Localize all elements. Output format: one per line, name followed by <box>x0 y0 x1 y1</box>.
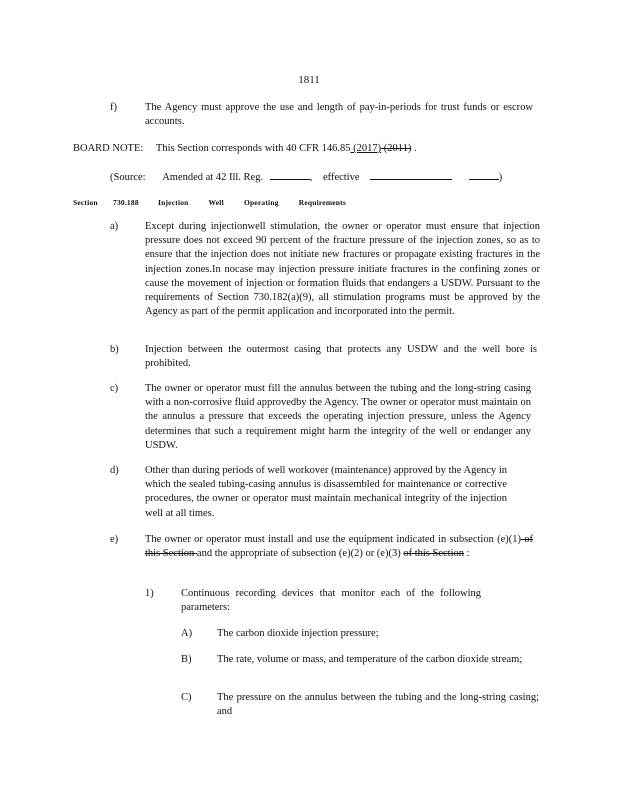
item-b-label: b) <box>110 344 119 355</box>
item-d-label: d) <box>110 465 119 476</box>
section-word: Section <box>73 198 98 207</box>
board-note-deleted: (2011) <box>381 143 412 154</box>
item-a-text: Except during injectionwell stimulation, the owner or operator must ensure that injection pressure does not exceed 90 percent of the fracture pressure of the injection zones, so as to ensure that the injection does not initiate new fractures or propagate existing fractures in the injection zones.In nocase may injection pressure initiate fractures in the confining zones or cause the movement of injection or formation fluids that endangers a USDW. Pursuant to the requirements of Section 730.182(a)(9), all stimulation programs must be approved by the Agency as part of the permit application and incorporated into the permit. <box>145 221 540 318</box>
subitem-a-text: The carbon dioxide injection pressure; <box>217 628 379 639</box>
board-note <box>73 142 543 156</box>
source-close: ) <box>498 172 503 183</box>
effective-year-blank <box>469 169 499 180</box>
section-title: Injection Well Operating Requirements <box>158 198 346 207</box>
item-e-text-2: and the appropriate of subsection (e)(2) or (e)(3) <box>196 548 404 560</box>
item-c-text: The owner or operator must fill the annulus between the tubing and the long-string casing with a non-corrosive fluid approvedby the Agency. The owner or operator must maintain on the annulus a pressure that exceeds the operating injection pressure, unless the Agency determines that such a requirement might harm the integrity of the well or endanger any USDW. <box>145 383 531 451</box>
source-note <box>110 169 540 185</box>
item-e-text <box>145 533 533 561</box>
item-e-text-1: The owner or operator must install and use the equipment indicated in subsection (e)(1) <box>145 534 521 545</box>
source-effective: effective <box>322 172 360 183</box>
board-note-prefix: BOARD NOTE: <box>73 143 144 154</box>
board-note-end: . <box>413 143 417 154</box>
item-a-label: a) <box>110 221 119 232</box>
reg-page-blank <box>270 169 310 180</box>
item-f-text: The Agency must approve the use and length of pay-in-periods for trust funds or escrow accounts. <box>145 102 533 128</box>
item-e-deleted-1: of this Section <box>145 534 533 560</box>
item-e1-text: Continuous recording devices that monitor each of the following parameters: <box>181 588 481 614</box>
item-f-label: f) <box>110 102 117 113</box>
subitem-c-text: The pressure on the annulus between the tubing and the long-string casing; and <box>217 692 539 718</box>
item-e1-label: 1) <box>145 588 154 599</box>
page-number: 1811 <box>298 74 320 86</box>
subitem-c-label: C) <box>181 692 192 703</box>
effective-date-blank <box>370 169 452 180</box>
source-prefix: (Source: <box>110 172 146 183</box>
board-note-text: This Section corresponds with 40 CFR 146.85 <box>155 143 351 154</box>
source-text: Amended at 42 Ill. Reg. <box>162 172 264 183</box>
subitem-b-label: B) <box>181 654 192 665</box>
source-comma: , <box>309 172 313 183</box>
board-note-inserted: (2017) <box>350 143 382 154</box>
item-b-text: Injection between the outermost casing that protects any USDW and the well bore is prohibited. <box>145 344 537 370</box>
subitem-b-text: The rate, volume or mass, and temperature of the carbon dioxide stream; <box>217 654 523 665</box>
item-e-label: e) <box>110 534 119 545</box>
subitem-a-label: A) <box>181 628 193 639</box>
item-c-label: c) <box>110 383 119 394</box>
item-e-text-3: : <box>464 548 470 560</box>
item-e-deleted-2: of this Section <box>403 548 465 560</box>
item-d-text: Other than during periods of well workover (maintenance) approved by the Agency in which the sealed tubing-casing annulus is disassembled for maintenance or corrective procedures, the owner or operator must maintain mechanical integrity of the injection well at all times. <box>145 465 507 519</box>
section-number: 730.188 <box>113 198 139 207</box>
